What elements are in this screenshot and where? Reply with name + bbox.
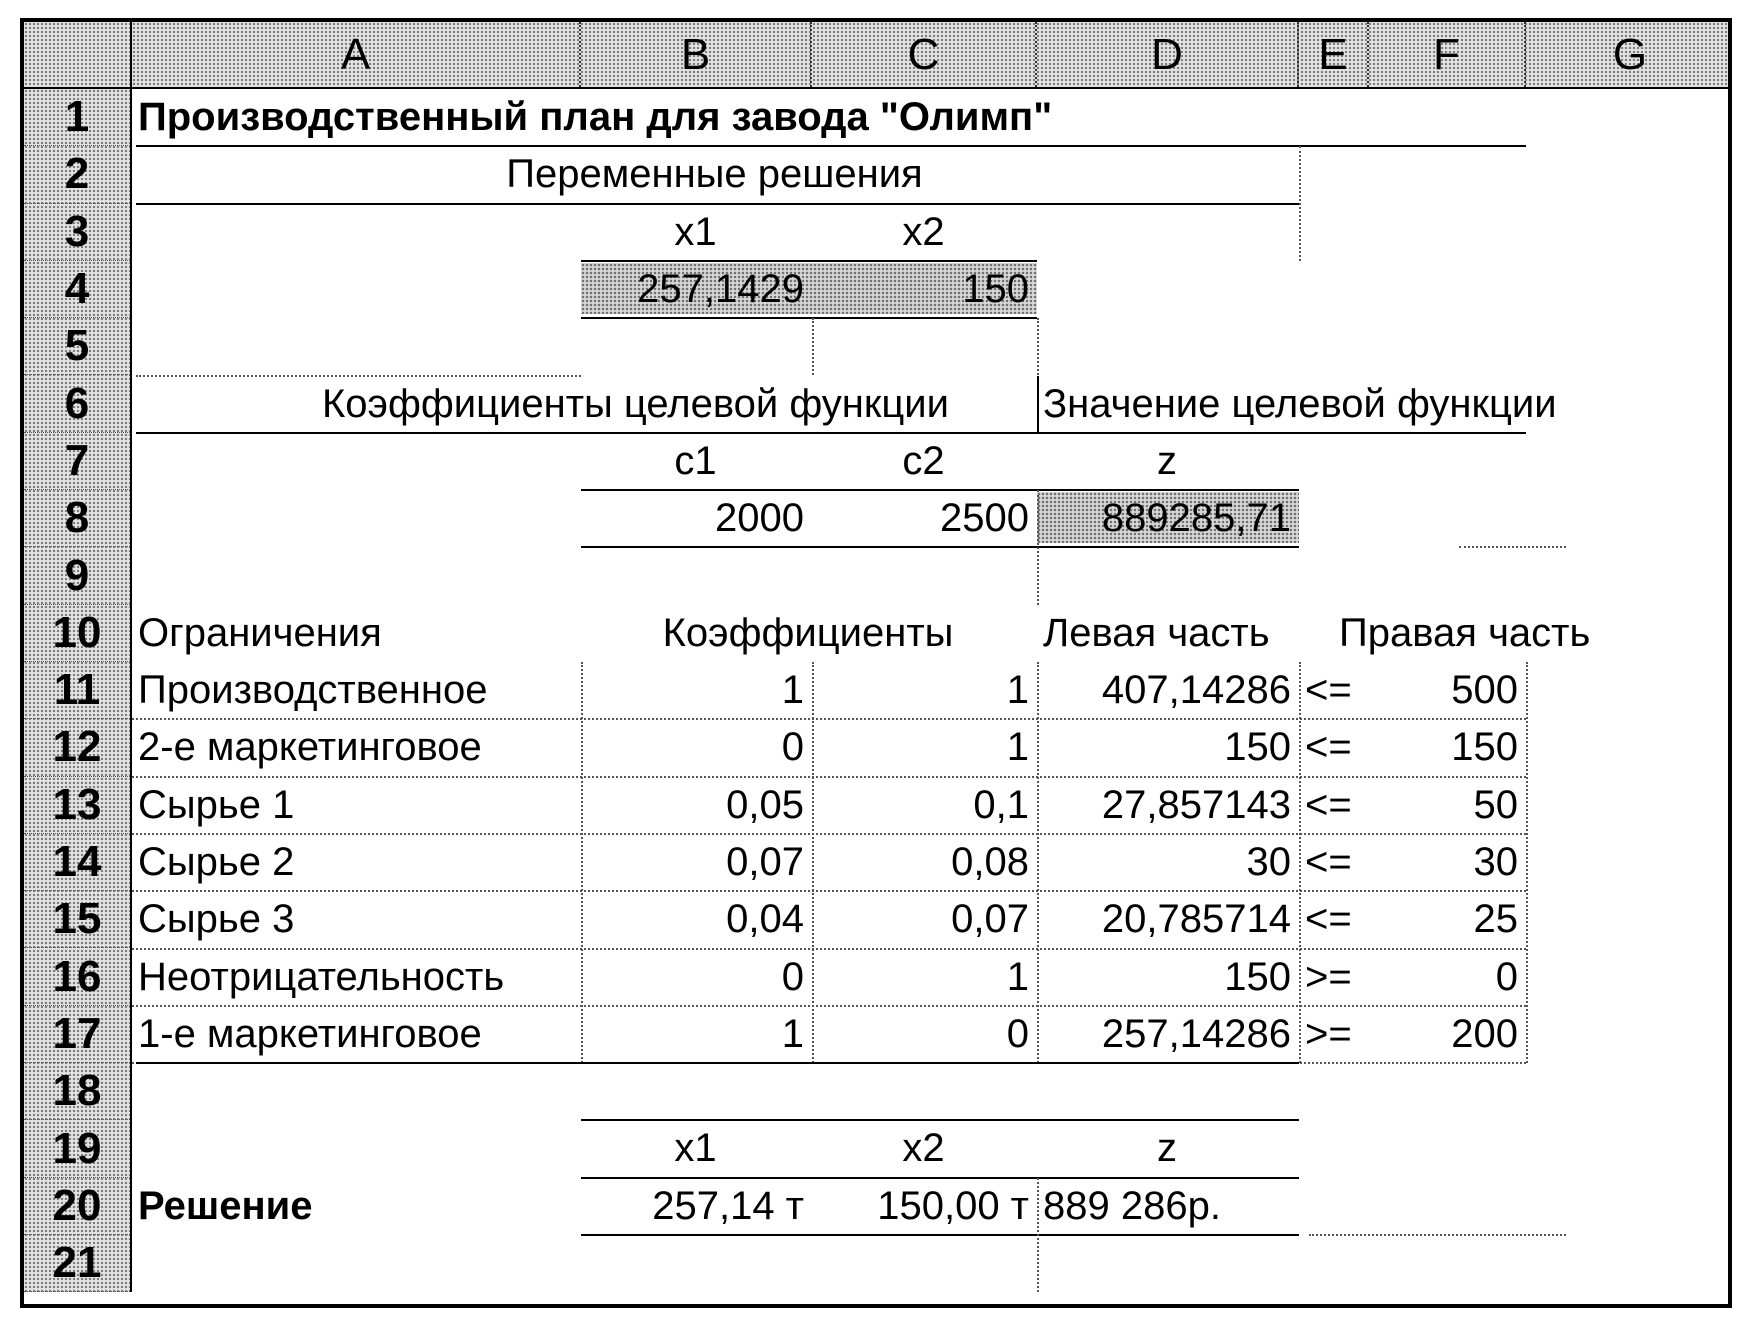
constraint-operator[interactable]: >= [1305,1011,1352,1056]
constraint-coef-x2[interactable]: 1 [1006,725,1029,770]
constraint-coef-x1[interactable]: 0,04 [726,897,804,942]
column-header-d[interactable]: D [1037,22,1299,87]
constraint-operator[interactable]: >= [1305,954,1352,999]
constraint-operator[interactable]: <= [1305,782,1352,827]
c2-label[interactable]: c2 [902,438,945,483]
c2-value[interactable]: 2500 [940,496,1029,541]
constraint-coef-x1[interactable]: 0 [781,954,804,999]
column-header-b[interactable]: B [581,22,812,87]
row-header-5[interactable]: 5 [24,318,130,375]
solution-x1-label[interactable]: x1 [674,1126,717,1171]
row-header-3[interactable]: 3 [24,204,130,261]
constraint-coef-x2[interactable]: 0,07 [951,897,1029,942]
row-header-14[interactable]: 14 [24,834,130,891]
row-header-10[interactable]: 10 [24,605,130,662]
constraint-coef-x1[interactable]: 1 [781,1011,804,1056]
constraint-left-side[interactable]: 20,785714 [1101,897,1291,942]
dotted-gridline [136,375,581,377]
constraint-coef-x1[interactable]: 0 [781,725,804,770]
column-header-c[interactable]: C [812,22,1037,87]
objective-value-underline [581,546,1299,548]
dotted-gridline [1037,1178,1039,1293]
constraint-coef-x2[interactable]: 1 [1006,954,1029,999]
solution-x1-value[interactable]: 257,14 т [652,1183,804,1228]
constraint-operator[interactable]: <= [1305,839,1352,884]
spreadsheet [20,18,1732,1308]
row-header-2[interactable]: 2 [24,146,130,203]
row-header-6[interactable]: 6 [24,376,130,433]
x1-value[interactable]: 257,1429 [637,266,804,311]
column-header-e[interactable]: E [1299,22,1369,87]
solution-x2-value[interactable]: 150,00 т [877,1183,1029,1228]
constraint-coef-x1[interactable]: 0,05 [726,782,804,827]
constraint-operator[interactable]: <= [1305,725,1352,770]
row-header-9[interactable]: 9 [24,547,130,604]
column-header-g[interactable]: G [1526,22,1732,87]
constraint-operator[interactable]: <= [1305,897,1352,942]
row-header-1[interactable]: 1 [24,89,130,146]
constraint-right-side[interactable]: 25 [1473,897,1518,942]
dotted-gridline [1526,662,1528,1063]
row-header-20[interactable]: 20 [24,1178,130,1235]
objective-header-divider [1037,376,1039,433]
x2-label[interactable]: x2 [902,209,945,254]
constraints-bottom-border [136,1062,1299,1064]
constraint-left-side[interactable]: 407,14286 [1101,668,1291,712]
row-header-4[interactable]: 4 [24,261,130,318]
solution-bottom-border [581,1234,1299,1236]
decision-value-underline [581,317,1037,319]
constraint-left-side[interactable]: 27,857143 [1101,782,1291,827]
row-header-12[interactable]: 12 [24,719,130,776]
x2-value[interactable]: 150 [962,266,1029,311]
constraint-name[interactable]: Сырье 2 [138,839,295,884]
column-header-bar [132,22,1732,89]
solution-x2-label[interactable]: x2 [902,1126,945,1171]
constraint-left-side[interactable]: 150 [1224,954,1291,999]
row-header-11[interactable]: 11 [24,662,130,719]
solution-z-label[interactable]: z [1157,1126,1177,1171]
solution-label[interactable]: Решение [138,1183,313,1228]
row-header-15[interactable]: 15 [24,891,130,948]
constraint-name[interactable]: Сырье 1 [138,782,295,827]
dotted-gridline [1037,490,1039,605]
z-label[interactable]: z [1157,438,1177,483]
constraint-coef-x2[interactable]: 1 [1006,668,1029,712]
select-all-corner[interactable] [24,22,132,89]
row-header-13[interactable]: 13 [24,777,130,834]
row-header-17[interactable]: 17 [24,1006,130,1063]
constraint-right-side[interactable]: 200 [1451,1011,1518,1056]
constraint-coef-x1[interactable]: 1 [781,668,804,712]
constraint-coef-x2[interactable]: 0,1 [973,782,1029,827]
constraint-name[interactable]: Сырье 3 [138,897,295,942]
solution-z-value[interactable]: 889 286р. [1043,1183,1221,1228]
dotted-gridline [1037,662,1039,1063]
dotted-gridline [1299,662,1301,1063]
left-side-header[interactable]: Левая часть [1043,610,1270,655]
dotted-gridline [1037,318,1039,375]
column-header-a[interactable]: A [132,22,581,87]
objective-value-header[interactable]: Значение целевой функции [1043,381,1557,426]
row-header-18[interactable]: 18 [24,1063,130,1120]
constraint-right-side[interactable]: 30 [1473,839,1518,884]
row-header-bar [24,89,132,1292]
column-header-f[interactable]: F [1369,22,1526,87]
row-header-21[interactable]: 21 [24,1235,130,1292]
constraint-right-side[interactable]: 500 [1451,668,1518,712]
dotted-gridline [812,662,814,1063]
objective-coef-header[interactable]: Коэффициенты целевой функции [321,381,949,426]
row-header-8[interactable]: 8 [24,490,130,547]
row-header-16[interactable]: 16 [24,949,130,1006]
constraint-coef-x2[interactable]: 0 [1006,1011,1029,1056]
constraint-name[interactable]: Производственное [138,668,488,712]
row-header-7[interactable]: 7 [24,433,130,490]
constraint-coef-x2[interactable]: 0,08 [951,839,1029,884]
z-value[interactable]: 889285,71 [1101,496,1291,541]
constraint-right-side[interactable]: 0 [1495,954,1518,999]
c1-value[interactable]: 2000 [715,496,804,541]
x1-label[interactable]: x1 [674,209,717,254]
constraint-right-side[interactable]: 50 [1473,782,1518,827]
constraints-header[interactable]: Ограничения [138,610,382,655]
dotted-gridline [581,662,583,1063]
constraint-name[interactable]: 1-е маркетинговое [138,1011,482,1056]
constraint-name[interactable]: 2-е маркетинговое [138,725,482,770]
constraint-coef-x1[interactable]: 0,07 [726,839,804,884]
constraint-operator[interactable]: <= [1305,668,1352,712]
constraint-left-side[interactable]: 150 [1224,725,1291,770]
constraint-left-side[interactable]: 257,14286 [1101,1011,1291,1056]
constraint-name[interactable]: Неотрицательность [138,954,505,999]
decision-vars-header[interactable]: Переменные решения [506,152,923,197]
dotted-gridline [812,318,814,375]
row-header-19[interactable]: 19 [24,1120,130,1177]
dotted-gridline [1309,1234,1566,1236]
c1-label[interactable]: c1 [674,438,717,483]
constraint-coef-header[interactable]: Коэффициенты [662,610,954,655]
right-side-header[interactable]: Правая часть [1339,610,1591,655]
dotted-gridline [1459,546,1566,548]
constraint-left-side[interactable]: 30 [1246,839,1291,884]
dotted-gridline [1299,146,1301,261]
page-title[interactable]: Производственный план для завода "Олимп" [138,95,1053,139]
constraint-right-side[interactable]: 150 [1451,725,1518,770]
